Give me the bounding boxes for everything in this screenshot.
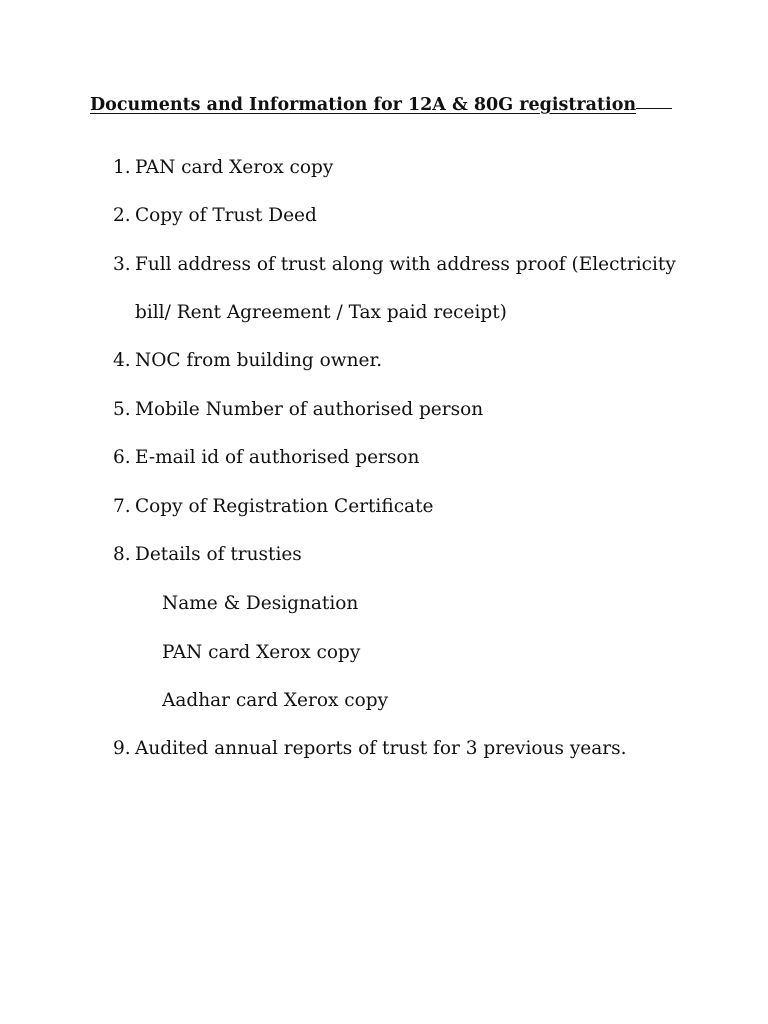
list-item-text: Details of trusties	[135, 544, 302, 565]
list-item-7	[113, 495, 433, 519]
list-item-text: Full address of trust along with address proof (Electricity	[135, 254, 676, 275]
sub-item-name-designation: Name & Designation	[162, 593, 359, 614]
list-item-6	[113, 446, 419, 470]
list-item-text: Copy of Trust Deed	[135, 205, 317, 226]
title-underline-tail	[636, 108, 672, 109]
list-item-text: NOC from building owner.	[135, 350, 383, 371]
list-item-text: Copy of Registration Certificate	[135, 496, 434, 517]
list-item-number: 1.	[113, 157, 131, 178]
list-item-4	[113, 349, 382, 373]
list-item-number: 6.	[113, 447, 131, 468]
document-title-text: Documents and Information for 12A & 80G registration	[90, 95, 637, 115]
list-item-5	[113, 398, 483, 422]
list-item-number: 8.	[113, 544, 131, 565]
list-item-text: Audited annual reports of trust for 3 previous years.	[135, 738, 627, 759]
list-item-3-continuation: bill/ Rent Agreement / Tax paid receipt)	[135, 302, 507, 323]
list-item-8	[113, 543, 302, 567]
sub-item-pan-card: PAN card Xerox copy	[162, 642, 361, 663]
list-item-number: 9.	[113, 738, 131, 759]
list-item-2	[113, 204, 317, 228]
list-item-text: Mobile Number of authorised person	[135, 399, 484, 420]
list-item-1	[113, 156, 333, 180]
list-item-number: 3.	[113, 254, 131, 275]
list-item-3	[113, 253, 676, 277]
list-item-number: 4.	[113, 350, 131, 371]
list-item-text: PAN card Xerox copy	[135, 157, 334, 178]
list-item-9	[113, 737, 626, 761]
sub-item-aadhar-card: Aadhar card Xerox copy	[162, 690, 389, 711]
document-title	[90, 95, 680, 115]
list-item-number: 7.	[113, 496, 131, 517]
list-item-number: 5.	[113, 399, 131, 420]
list-item-number: 2.	[113, 205, 131, 226]
list-item-text: E-mail id of authorised person	[135, 447, 420, 468]
